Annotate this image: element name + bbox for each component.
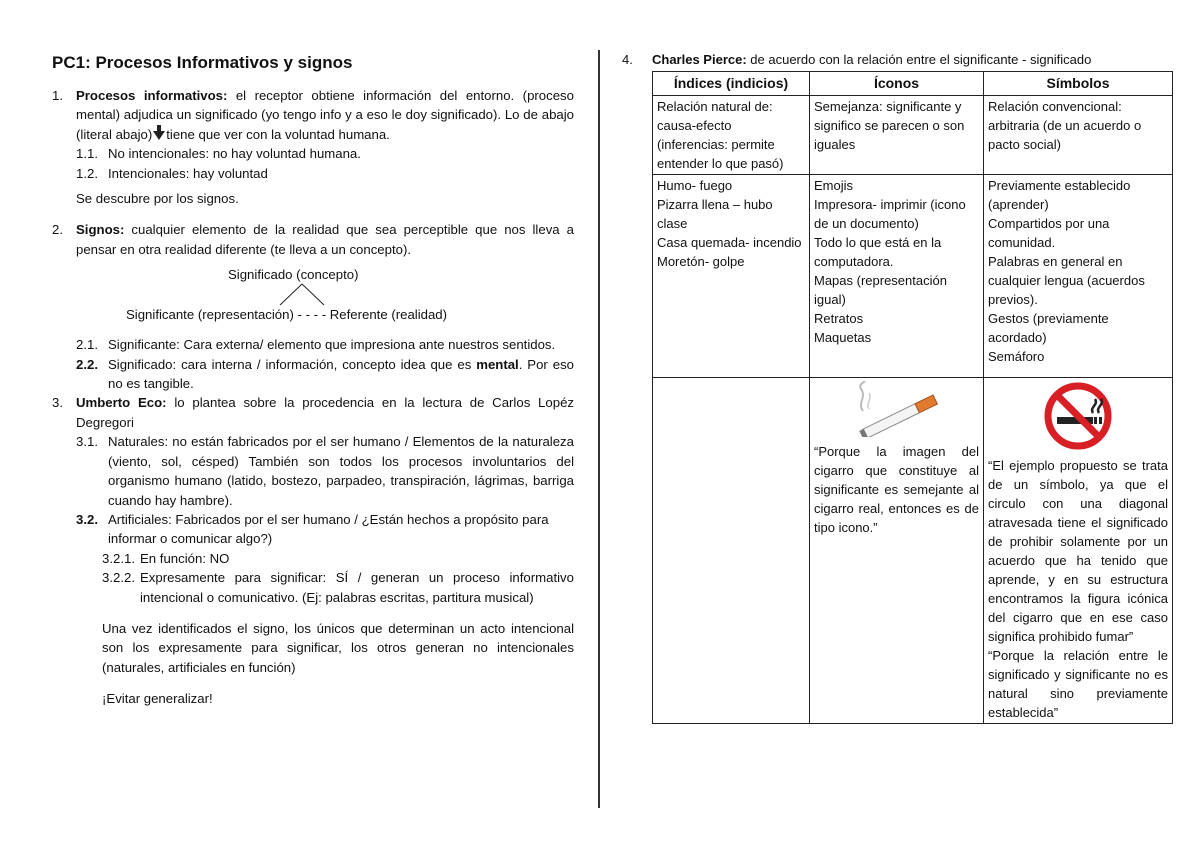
list-item: Todo lo que está en la computadora. <box>814 235 942 269</box>
subsection-text: Significado: cara interna / información, concepto idea que es <box>108 356 477 372</box>
section-3-paragraph: Una vez identificados el signo, los únicos que determinan un acto intencional son los expresamente para significar, los otros generan no intencionales (naturales, artificiales en función) <box>102 620 574 675</box>
list-item: Compartidos por una comunidad. <box>988 216 1110 250</box>
section-number: 4. <box>622 52 633 67</box>
subsection-text: Expresamente para significar: SÍ / generan un proceso informativo intencional o comunicativo. (Ej: palabras escritas, partitura musical) <box>140 570 574 605</box>
symbol-quote-2: “Porque la relación entre le significado y significante no es natural sino previamente establecida” <box>988 648 1168 720</box>
list-item: Semáforo <box>988 349 1045 364</box>
left-column <box>52 52 574 709</box>
page-title: PC1: Procesos Informativos y signos <box>52 53 353 72</box>
list-item: Gestos (previamente acordado) <box>988 311 1109 345</box>
section-number: 1. <box>52 88 63 103</box>
section-3-warning: ¡Evitar generalizar! <box>102 691 213 707</box>
list-item: Casa quemada- incendio <box>657 235 802 250</box>
section-text: cualquier elemento de la realidad que sea perceptible que nos lleva a pensar en otra realidad diferente (te lleva a un concepto). <box>76 222 574 257</box>
table-row <box>653 175 1173 378</box>
table-cell <box>984 175 1173 378</box>
subsection-text-cont: . Por eso no es tangible. <box>108 356 574 392</box>
no-smoking-icon <box>1043 381 1113 451</box>
section-3 <box>52 393 574 432</box>
section-number: 2. <box>52 222 63 238</box>
table-cell <box>810 378 984 724</box>
list-item: Maquetas <box>814 330 872 345</box>
table-cell <box>653 175 810 378</box>
list-item: Pizarra llena – hubo clase <box>657 197 773 231</box>
right-column <box>622 50 1168 724</box>
list-item: Humo- fuego <box>657 178 733 193</box>
subsection-text: Significante: Cara externa/ elemento que impresiona ante nuestros sentidos. <box>108 337 556 353</box>
table-cell: Relación natural de: causa-efecto (inferencias: permite entender lo que pasó) <box>653 96 810 175</box>
cigarette-icon <box>851 381 943 437</box>
section-2 <box>52 220 574 259</box>
diagram-bottom-label: Significante (representación) - - - - Referente (realidad) <box>126 307 448 323</box>
subsection-2-2 <box>76 355 574 394</box>
subsection-2-1 <box>76 335 574 354</box>
subsection-text: Artificiales: Fabricados por el ser humano / ¿Están hechos a propósito para informar o comunicar algo?) <box>108 511 549 547</box>
table-row <box>653 96 1173 175</box>
section-label: Umberto Eco: <box>76 395 167 411</box>
subsection-1-2 <box>76 164 574 183</box>
subsection-text: Intencionales: hay voluntad <box>108 165 268 181</box>
section-text: lo plantea sobre la procedencia en la lectura de Carlos Lopéz Degregori <box>76 395 574 430</box>
no-smoking-image <box>988 379 1168 456</box>
column-divider <box>598 50 600 808</box>
list-item: Mapas (representación igual) <box>814 273 947 307</box>
subsection-bold: mental <box>476 356 519 372</box>
table-cell <box>984 378 1173 724</box>
pierce-table <box>652 71 1173 724</box>
sign-diagram <box>52 265 574 327</box>
table-header-row <box>653 72 1173 96</box>
list-item: Palabras en general en cualquier lengua (acuerdos previos). <box>988 254 1145 307</box>
table-cell: Relación convencional: arbitraria (de un acuerdo o pacto social) <box>984 96 1173 175</box>
symbol-quote-1: “El ejemplo propuesto se trata de un símbolo, ya que el circulo con una diagonal atravesada tiene el significado de prohibir solamente por un acuerdo que ha tenido que aprende, y en su estructura encontramos la figura icónica del cigarro que en ese caso significa prohibido fumar” <box>988 458 1168 644</box>
table-cell: Semejanza: significante y significo se parecen o son iguales <box>810 96 984 175</box>
subsection-3-1 <box>76 432 574 510</box>
column-header-indices: Índices (indicios) <box>653 72 810 96</box>
list-item: Impresora- imprimir (icono de un documento) <box>814 197 966 231</box>
list-item: Moretón- golpe <box>657 254 745 269</box>
subsection-number: 2.2. <box>76 356 98 372</box>
subsection-number: 1.2. <box>76 165 98 181</box>
list-item: Retratos <box>814 311 864 326</box>
column-header-iconos: Íconos <box>810 72 984 96</box>
subsection-3-2 <box>76 510 574 549</box>
section-1 <box>52 86 574 144</box>
subsection-number: 3.2. <box>76 511 98 527</box>
column-header-simbolos: Símbolos <box>984 72 1173 96</box>
subsection-text: Naturales: no están fabricados por el ser humano / Elementos de la naturaleza (viento, sol, césped) También son todos los procesos involuntarios del organismo humano (latido, bostezo, parpadeo, transpiración, lágrimas, barriga cuando hay hambre). <box>108 434 574 508</box>
section-text: el receptor obtiene información del entorno. (proceso mental) adjudica un significado (yo tengo info y a eso le doy significado). Lo de abajo (literal abajo) <box>76 88 574 142</box>
list-item: Emojis <box>814 178 854 193</box>
table-row <box>653 378 1173 724</box>
table-cell <box>810 175 984 378</box>
section-1-note: Se descubre por los signos. <box>76 191 239 207</box>
subsection-number: 2.1. <box>76 337 98 353</box>
section-text: de acuerdo con la relación entre el significante - significado <box>746 52 1092 67</box>
section-label: Procesos informativos: <box>76 88 228 103</box>
icon-quote: “Porque la imagen del cigarro que constituye al significante es semejante al cigarro real, entonces es de tipo icono.” <box>814 444 979 535</box>
subsection-number: 3.1. <box>76 434 98 450</box>
cigarette-image <box>814 379 979 442</box>
table-cell <box>653 378 810 724</box>
section-number: 3. <box>52 395 63 411</box>
list-item: Previamente establecido (aprender) <box>988 178 1131 212</box>
section-4 <box>622 50 1162 69</box>
subsection-text: No intencionales: no hay voluntad humana. <box>108 146 361 162</box>
down-arrow-icon <box>153 131 165 140</box>
section-text-cont: tiene que ver con la voluntad humana. <box>166 126 390 142</box>
subsection-number: 1.1. <box>76 146 98 162</box>
subsection-text: En función: NO <box>140 550 230 566</box>
diagram-top-label: Significado (concepto) <box>228 267 359 283</box>
subsection-3-2-2 <box>102 568 574 607</box>
subsection-3-2-1 <box>102 549 574 568</box>
section-label: Signos: <box>76 222 125 238</box>
subsection-number: 3.2.2. <box>102 570 135 586</box>
subsection-number: 3.2.1. <box>102 550 135 566</box>
section-label: Charles Pierce: <box>652 52 747 67</box>
subsection-1-1 <box>76 144 574 163</box>
